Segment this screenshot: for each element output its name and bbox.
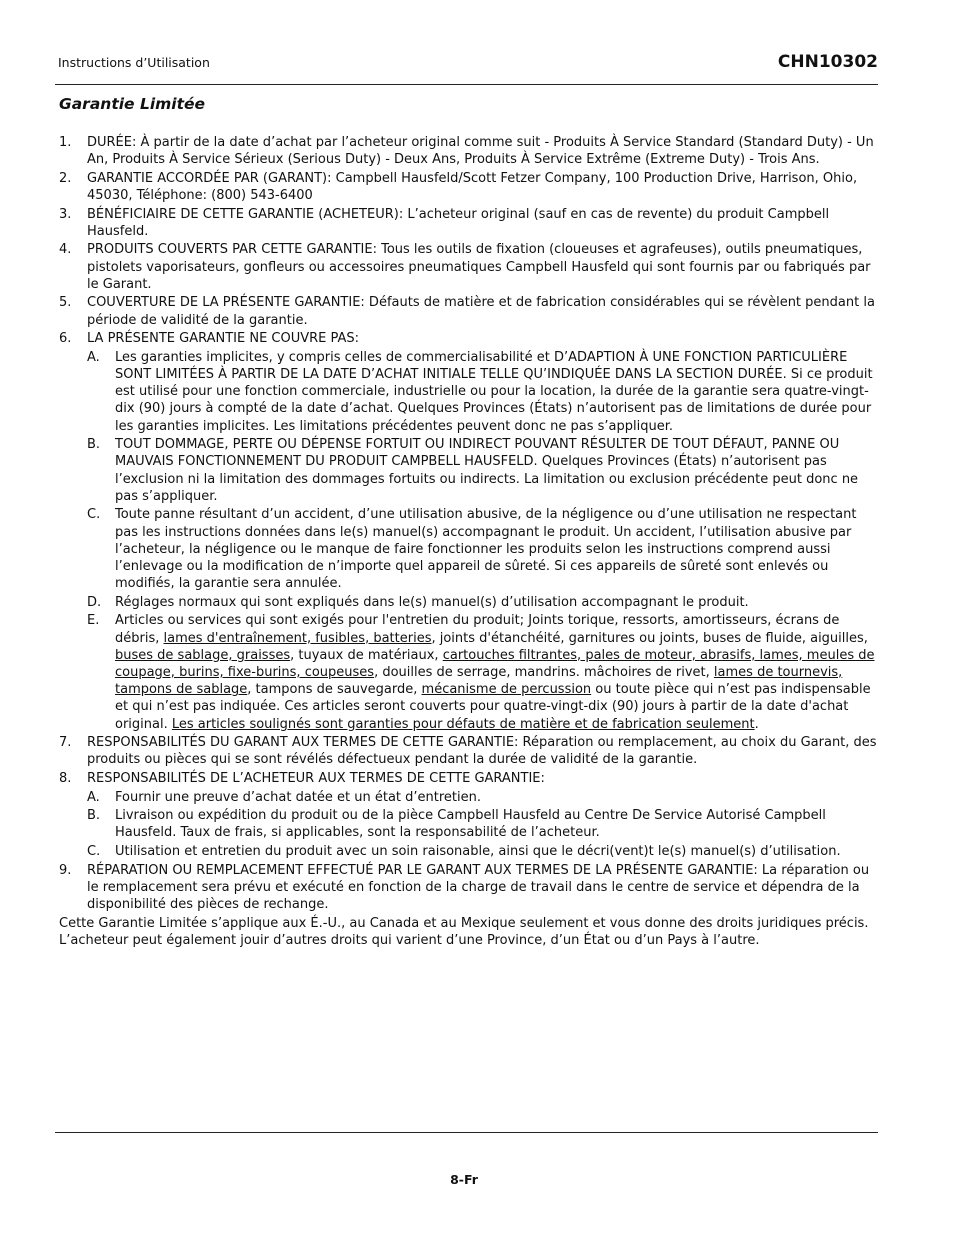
section-title: Garantie Limitée [59, 95, 206, 113]
subitem-letter: B. [87, 808, 101, 824]
item-number: 2. [59, 170, 72, 186]
warranty-item-1 [59, 134, 881, 168]
warranty-item-5 [59, 294, 881, 328]
warranty-item-4 [59, 241, 881, 293]
text-segment: , tuyaux de matériaux, [290, 647, 443, 663]
subitem-letter: C. [87, 507, 101, 523]
subitem-text: Fournir une preuve d’achat datée et un état d’entretien. [115, 789, 481, 805]
footer-divider [55, 1132, 878, 1133]
text-segment: Articles ou services qui sont exigés pour l'entretien du produit; Joints torique, ressorts, amortisseurs, écrans de débris, [115, 613, 840, 646]
item-number: 8. [59, 771, 72, 786]
header-model-number: CHN10302 [777, 52, 878, 72]
underlined-text: mécanisme de percussion [421, 682, 592, 698]
warranty-subitem-8a [59, 789, 881, 806]
subitem-text: Livraison ou expédition du produit ou de la pièce Campbell Hausfeld au Centre De Service Autorisé Campbell Hausfeld. Taux de frais, si applicables, sont la responsabilité de l’acheteur. [115, 808, 826, 841]
warranty-subitem-6d [59, 594, 881, 611]
item-text: RESPONSABILITÉS DU GARANT AUX TERMES DE CETTE GARANTIE: Réparation ou remplacement, au choix du Garant, des produits ou pièces qui se sont révélés défectueux pendant la durée de validité de la garantie. [87, 735, 877, 768]
text-segment: . [754, 716, 759, 732]
warranty-item-6 [59, 330, 881, 347]
subitem-letter: B. [87, 437, 101, 453]
warranty-subitem-8c [59, 843, 881, 860]
warranty-subitem-6c [59, 506, 881, 592]
item-text: BÉNÉFICIAIRE DE CETTE GARANTIE (ACHETEUR): L’acheteur original (sauf en cas de revente) du produit Campbell Hausfeld. [87, 206, 830, 239]
item-number: 5. [59, 295, 72, 311]
text-segment: ou toute pièce qui n’est pas indispensable et qui n’est pas indiquée. Ces articles seront couverts pour quatre-vingt-dix (90) jours à partir de la date d'achat original. [115, 682, 871, 732]
warranty-item-2 [59, 170, 881, 204]
subitem-letter: A. [87, 349, 100, 365]
warranty-item-7 [59, 734, 881, 768]
text-segment: , joints d'étanchéité, garnitures ou joints, buses de fluide, aiguilles, [431, 630, 868, 646]
underlined-text: Les articles soulignés sont garanties pour défauts de matière et de fabrication seulement [171, 716, 755, 732]
subitem-text: Toute panne résultant d’un accident, d’une utilisation abusive, de la négligence ou d’une utilisation ne respectant pas les instructions données dans le(s) manuel(s) accompagnant le produit. Un accident, l’utilisation abusive par l’acheteur, la négligence ou le manque de faire fonctionner les produits selon les instructions comprend aussi l’enlevage ou la modification de n’importe quel appareil de sûreté. Si ces appareils de sûreté sont enlevés ou modifiés, la garantie sera annulée. [115, 507, 857, 592]
header-divider [55, 84, 878, 85]
item-number: 7. [59, 735, 72, 751]
item-text: RÉPARATION OU REMPLACEMENT EFFECTUÉ PAR LE GARANT AUX TERMES DE LA PRÉSENTE GARANTIE: La réparation ou le remplacement sera prévu et exécuté en fonction de la charge de travail dans le centre de service et dépendra de la disponibilité des pièces de rechange. [87, 862, 870, 912]
item-number: 4. [59, 242, 72, 258]
subitem-text: TOUT DOMMAGE, PERTE OU DÉPENSE FORTUIT OU INDIRECT POUVANT RÉSULTER DE TOUT DÉFAUT, PANNE OU MAUVAIS FONCTIONNEMENT DU PRODUIT CAMPBELL HAUSFELD. Quelques Provinces (États) n’autorisent pas l’exclusion ni la limitation des dommages fortuits ou indirects. La limitation ou exclusion précédente peut donc ne pas s’appliquer. [115, 437, 859, 504]
subitem-text: Réglages normaux qui sont expliqués dans le(s) manuel(s) d’utilisation accompagnant le produit. [115, 594, 749, 610]
item-text: RESPONSABILITÉS DE L’ACHETEUR AUX TERMES DE CETTE GARANTIE: [87, 771, 545, 786]
subitem-letter: E. [87, 613, 100, 629]
warranty-body [59, 134, 881, 950]
underlined-text: lames de tournevis, tampons de sablage [115, 665, 843, 698]
underlined-text: cartouches filtrantes, pales de moteur, abrasifs, lames, meules de coupage, burins, fixe-burins, coupeuses [115, 647, 875, 680]
header-manual-title: Instructions d’Utilisation [58, 55, 210, 70]
subitem-text [115, 613, 874, 731]
item-text: COUVERTURE DE LA PRÉSENTE GARANTIE: Défauts de matière et de fabrication considérables qui se révèlent pendant la période de validité de la garantie. [87, 295, 875, 328]
item-text: LA PRÉSENTE GARANTIE NE COUVRE PAS: [87, 331, 360, 347]
item-number: 3. [59, 206, 72, 222]
warranty-item-9 [59, 862, 881, 914]
underlined-text: buses de sablage, graisses [115, 647, 291, 663]
underlined-text: lames d'entraînement, fusibles, batteries [163, 630, 432, 646]
warranty-item-8 [59, 770, 881, 787]
subitem-text: Les garanties implicites, y compris celles de commercialisabilité et D’ADAPTION À UNE FONCTION PARTICULIÈRE SONT LIMITÉES À PARTIR DE LA DATE D’ACHAT INITIALE TELLE QU’INDIQUÉE DANS LA SECTION DURÉE. Si ce produit est utilisé pour une fonction commerciale, industrielle ou pour la location, la durée de la garantie sera quatre-vingt-dix (90) jours à compté de la date d’achat. Quelques Provinces (États) n’autorisent pas de limitations de durée pour les garanties implicites. Les limitations précédentes peuvent donc ne pas s’appliquer. [115, 349, 873, 434]
warranty-item-3 [59, 206, 881, 240]
subitem-letter: A. [87, 789, 100, 805]
warranty-subitem-8b [59, 807, 881, 841]
warranty-subitem-6e [59, 612, 881, 732]
item-number: 6. [59, 331, 72, 347]
item-number: 9. [59, 862, 72, 878]
closing-paragraph: Cette Garantie Limitée s’applique aux É.-U., au Canada et au Mexique seulement et vous donne des droits juridiques précis. L’acheteur peut également jouir d’autres droits qui varient d’une Province, d’un État ou d’un Pays à l’autre. [59, 916, 869, 949]
subitem-text: Utilisation et entretien du produit avec un soin raisonable, ainsi que le décri(vent)t le(s) manuel(s) d’utilisation. [115, 843, 841, 859]
item-number: 1. [59, 135, 72, 150]
item-text: GARANTIE ACCORDÉE PAR (GARANT): Campbell Hausfeld/Scott Fetzer Company, 100 Production Drive, Harrison, Ohio, 45030, Téléphone: (800) 543-6400 [87, 170, 858, 203]
subitem-letter: D. [87, 594, 102, 610]
page-number: 8-Fr [450, 1172, 478, 1187]
item-text: PRODUITS COUVERTS PAR CETTE GARANTIE: Tous les outils de fixation (cloueuses et agrafeuses), outils pneumatiques, pistolets vaporisateurs, gonfleurs ou accessoires pneumatiques Campbell Hausfeld qui sont fournis par ou fabriqués par le Garant. [87, 242, 871, 292]
subitem-letter: C. [87, 843, 101, 859]
item-text: DURÉE: À partir de la date d’achat par l’acheteur original comme suit - Produits À Service Standard (Standard Duty) - Un An, Produits À Service Sérieux (Serious Duty) - Deux Ans, Produits À Service Extrême (Extreme Duty) - Trois Ans. [87, 135, 874, 168]
warranty-subitem-6b [59, 436, 881, 505]
warranty-subitem-6a [59, 349, 881, 435]
text-segment: , douilles de serrage, mandrins. mâchoires de rivet, [374, 665, 714, 680]
text-segment: , tampons de sauvegarde, [247, 682, 422, 698]
